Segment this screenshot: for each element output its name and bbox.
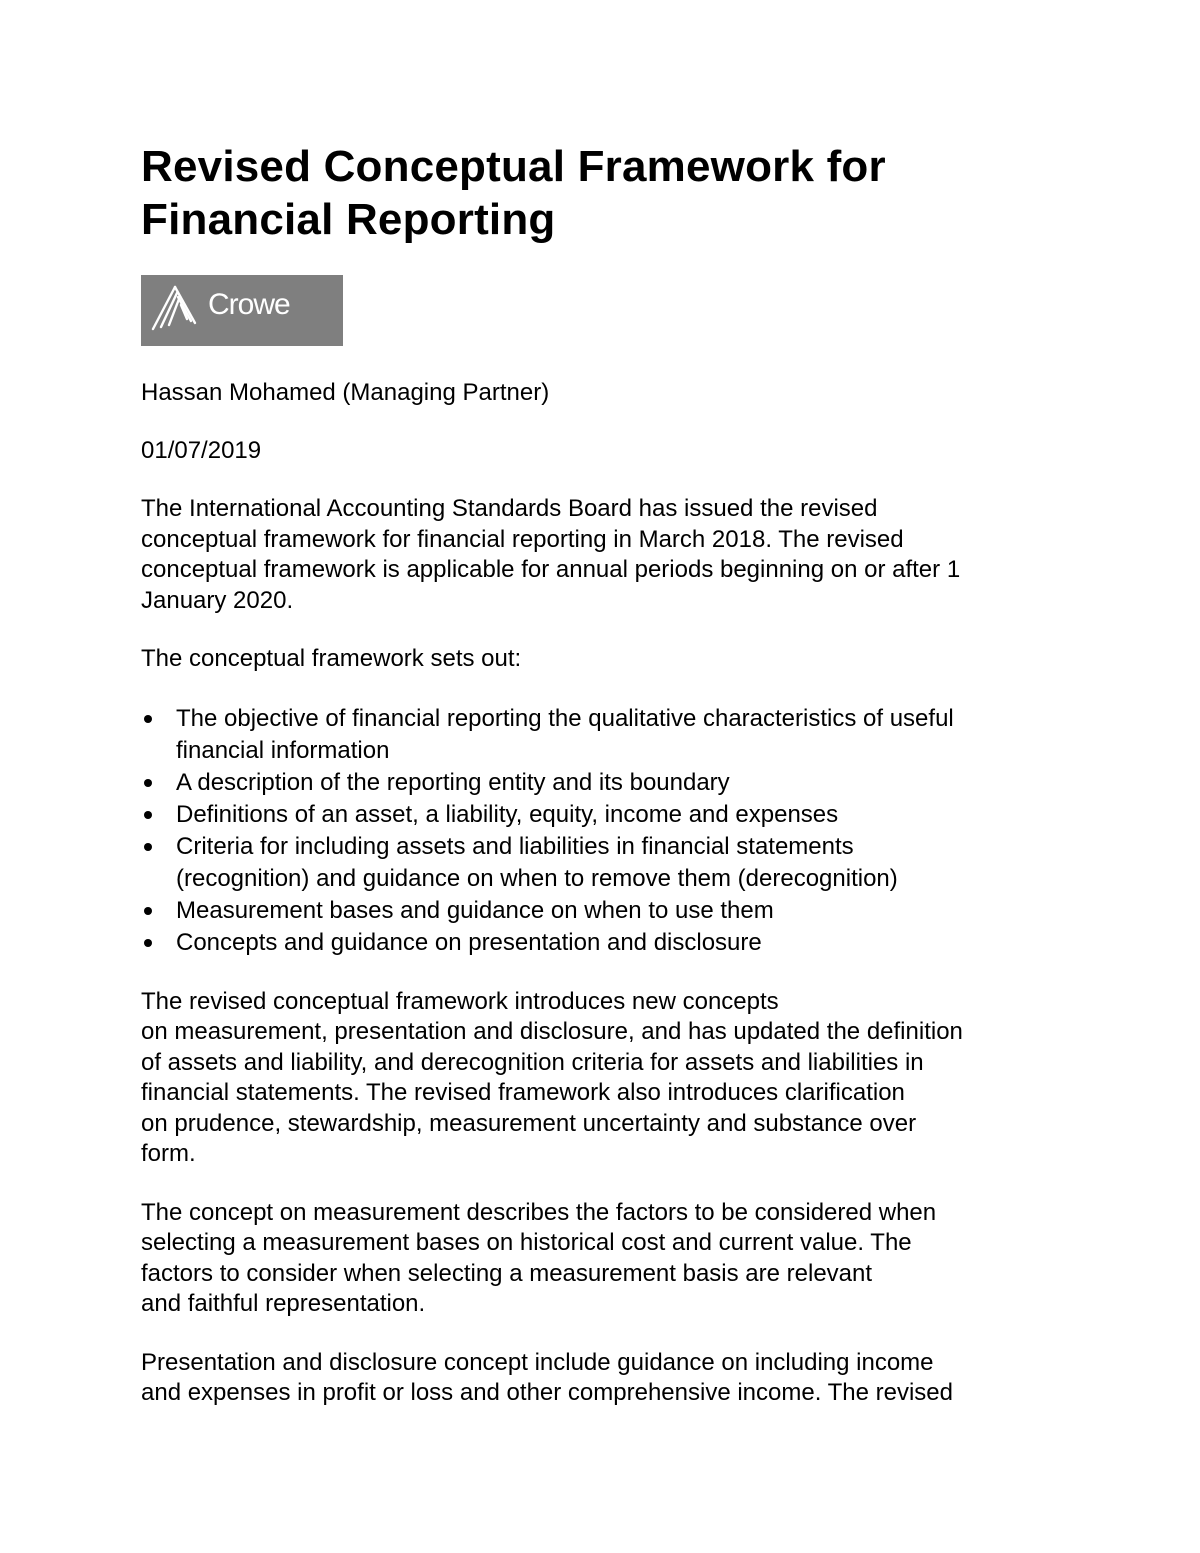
list-item	[141, 831, 1056, 895]
intro-line: The International Accounting Standards Board has issued the revised	[141, 495, 878, 522]
list-item-text: Measurement bases and guidance on when to use them	[176, 896, 774, 924]
crowe-logo	[141, 275, 343, 346]
document-page	[141, 140, 1056, 1409]
paragraph-line: Presentation and disclosure concept include guidance on including income	[141, 1348, 934, 1376]
intro-line: conceptual framework for financial reporting in March 2018. The revised	[141, 525, 904, 553]
paragraph-line: on prudence, stewardship, measurement uncertainty and substance over	[141, 1109, 917, 1137]
list-item	[141, 927, 1056, 959]
intro-line: conceptual framework is applicable for annual periods beginning on or after 1	[141, 556, 961, 583]
bullet-icon	[144, 715, 152, 723]
list-item	[141, 895, 1056, 927]
title-line-1: Revised Conceptual Framework for	[141, 142, 886, 191]
document-title	[141, 140, 1056, 246]
paragraph-line: and expenses in profit or loss and other comprehensive income. The revised	[141, 1379, 954, 1406]
paragraph-line: and faithful representation.	[141, 1290, 426, 1317]
sets-out-paragraph: The conceptual framework sets out:	[141, 645, 522, 672]
list-item-text: financial information	[176, 736, 390, 764]
bullet-icon	[144, 907, 152, 915]
author-line: Hassan Mohamed (Managing Partner)	[141, 379, 550, 406]
intro-line: January 2020.	[141, 586, 294, 614]
list-item	[141, 703, 1056, 767]
paragraph-line: The concept on measurement describes the factors to be considered when	[141, 1198, 937, 1226]
list-item-text: Concepts and guidance on presentation and disclosure	[176, 928, 762, 956]
list-item-text: Criteria for including assets and liabilities in financial statements	[176, 832, 854, 860]
paragraph-line: of assets and liability, and derecognition criteria for assets and liabilities in	[141, 1048, 924, 1076]
paragraph-line: factors to consider when selecting a measurement basis are relevant	[141, 1259, 873, 1287]
bullet-icon	[144, 811, 152, 819]
list-item-text: The objective of financial reporting the qualitative characteristics of useful	[176, 704, 954, 732]
list-item-text: (recognition) and guidance on when to remove them (derecognition)	[176, 864, 898, 892]
new-concepts-paragraph	[141, 987, 1056, 1170]
logo-brand-text: Crowe	[208, 288, 290, 321]
bullet-icon	[144, 843, 152, 851]
paragraph-line: financial statements. The revised framework also introduces clarification	[141, 1079, 905, 1106]
paragraph-line: on measurement, presentation and disclosure, and has updated the definition	[141, 1018, 963, 1045]
paragraph-line: The revised conceptual framework introduces new concepts	[141, 987, 779, 1015]
publish-date: 01/07/2019	[141, 437, 262, 464]
bullet-icon	[144, 939, 152, 947]
list-item	[141, 767, 1056, 799]
framework-contents-list	[141, 703, 1056, 959]
paragraph-line: selecting a measurement bases on historical cost and current value. The	[141, 1229, 912, 1256]
intro-paragraph	[141, 494, 1056, 616]
title-line-2: Financial Reporting	[141, 195, 556, 244]
crowe-triangle-logo-icon	[149, 283, 207, 335]
paragraph-line: form.	[141, 1140, 196, 1167]
list-item-text: Definitions of an asset, a liability, equity, income and expenses	[176, 800, 839, 828]
list-item-text: A description of the reporting entity and its boundary	[176, 768, 730, 796]
bullet-icon	[144, 779, 152, 787]
measurement-paragraph	[141, 1198, 1056, 1320]
presentation-paragraph	[141, 1348, 1056, 1409]
list-item	[141, 799, 1056, 831]
